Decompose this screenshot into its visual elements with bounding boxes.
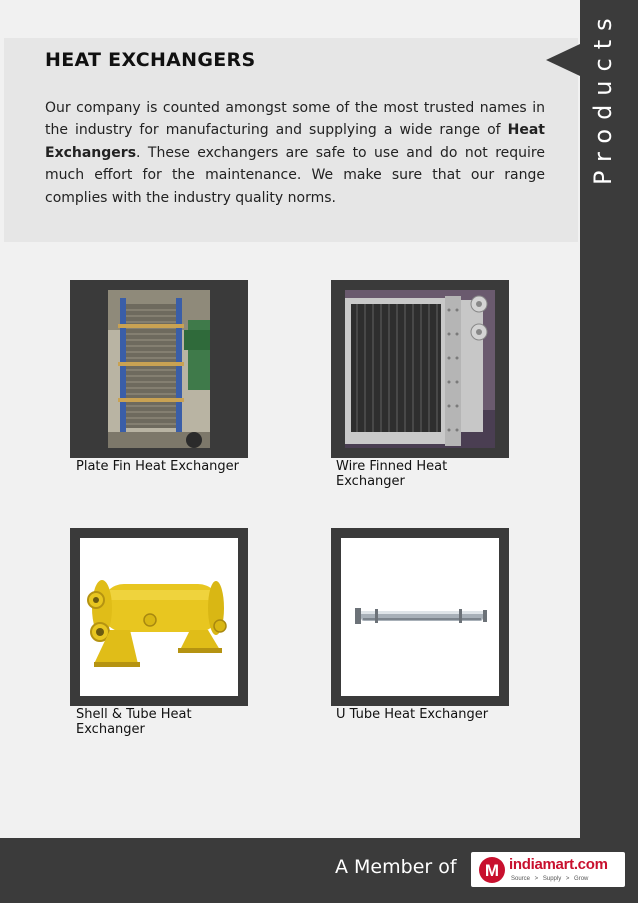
plate-fin-photo: [108, 290, 210, 448]
product-caption[interactable]: Shell & Tube Heat Exchanger: [76, 707, 192, 737]
sidebar-label: Products: [589, 9, 617, 185]
product-image-shell-tube[interactable]: [70, 528, 248, 706]
u-tube-photo: [341, 538, 499, 696]
shell-tube-photo: [80, 538, 238, 696]
description-highlight: Heat Exchangers: [45, 122, 545, 161]
indiamart-logo[interactable]: [471, 852, 625, 887]
logo-tagline: Source > Supply > Grow: [511, 876, 589, 882]
indiamart-m-icon: [477, 856, 507, 884]
product-caption[interactable]: Wire Finned Heat Exchanger: [336, 459, 448, 489]
product-image-wire-finned[interactable]: [331, 280, 509, 458]
logo-word: indiamart.com: [509, 856, 608, 873]
wire-finned-photo: [345, 290, 495, 448]
section-title: HEAT EXCHANGERS: [45, 49, 256, 71]
pointer-arrow: [546, 44, 580, 76]
member-text: A Member of: [335, 856, 457, 878]
description-text: . These exchangers are safe to use and do not require much effort for the maintenance. We make sure that our range complies with the industry quality norms.: [45, 144, 545, 206]
product-image-u-tube[interactable]: [331, 528, 509, 706]
product-caption[interactable]: Plate Fin Heat Exchanger: [76, 459, 239, 474]
svg-text:M: M: [484, 861, 500, 880]
product-caption[interactable]: U Tube Heat Exchanger: [336, 707, 489, 722]
description-text: Our company is counted amongst some of the most trusted names in the industry for manufacturing and supplying a wide range of: [45, 100, 545, 139]
product-image-plate-fin[interactable]: [70, 280, 248, 458]
section-description: [45, 97, 545, 209]
